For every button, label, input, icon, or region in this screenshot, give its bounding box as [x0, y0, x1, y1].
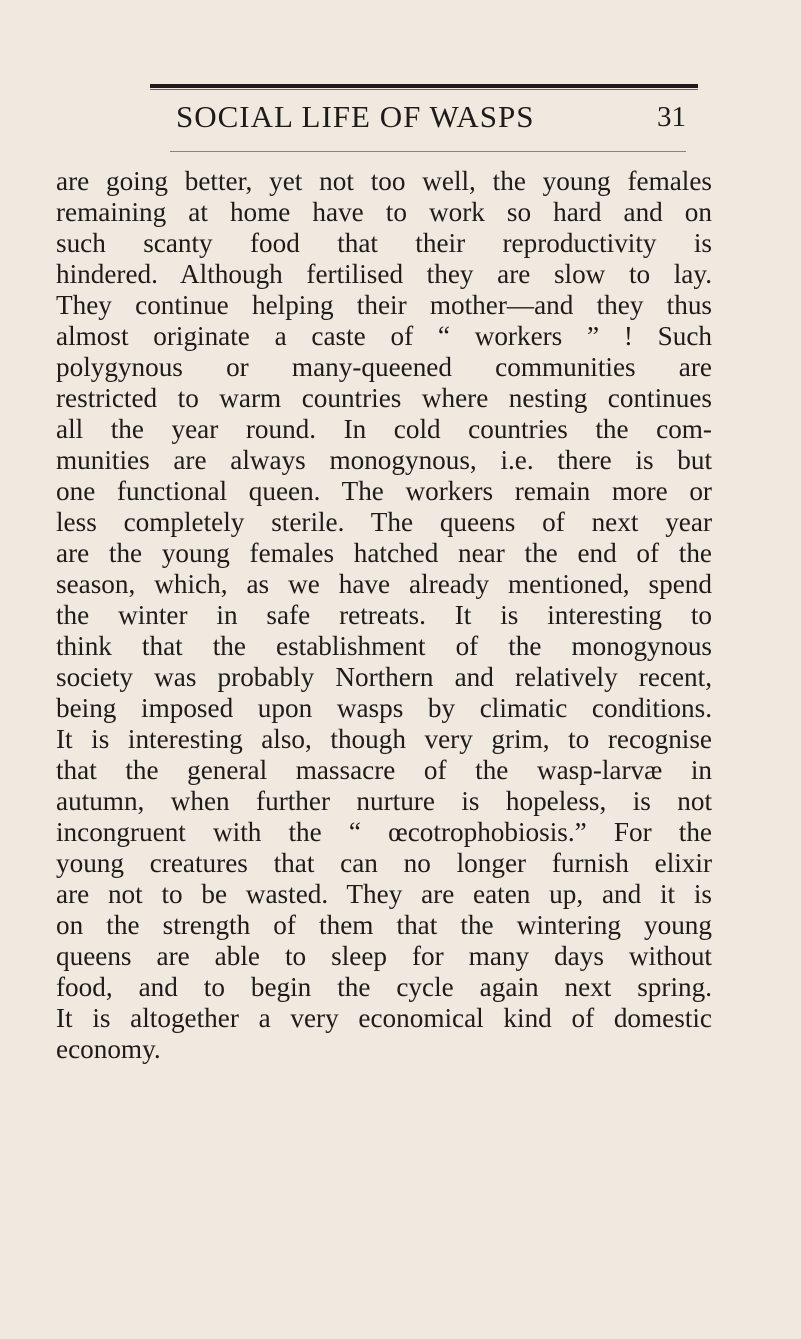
text-line: on the strength of them that the wintering young — [56, 910, 712, 940]
body-paragraph — [56, 166, 712, 1065]
text-line: are the young females hatched near the end of the — [56, 538, 712, 568]
text-line: They continue helping their mother—and they thus — [56, 290, 712, 320]
text-line: that the general massacre of the wasp-larvæ in — [56, 755, 712, 785]
text-line: the winter in safe retreats. It is interesting to — [56, 600, 712, 630]
text-line: autumn, when further nurture is hopeless, is not — [56, 786, 712, 816]
text-line: think that the establishment of the monogynous — [56, 631, 712, 661]
text-line: one functional queen. The workers remain more or — [56, 476, 712, 506]
running-title: SOCIAL LIFE OF WASPS — [176, 99, 535, 134]
text-line: less completely sterile. The queens of next year — [56, 507, 712, 537]
text-line: queens are able to sleep for many days without — [56, 941, 712, 971]
text-line: economy. — [56, 1034, 161, 1064]
running-head — [176, 99, 696, 143]
text-line: young creatures that can no longer furnish elixir — [56, 848, 712, 878]
text-line: are not to be wasted. They are eaten up, and it is — [56, 879, 712, 909]
text-line: It is interesting also, though very grim, to recognise — [56, 724, 712, 754]
text-line: munities are always monogynous, i.e. there is but — [56, 445, 712, 475]
text-line: season, which, as we have already mentioned, spend — [56, 569, 712, 599]
text-line: being imposed upon wasps by climatic conditions. — [56, 693, 712, 723]
text-line: almost originate a caste of “ workers ” ! Such — [56, 321, 712, 351]
text-line: such scanty food that their reproductivity is — [56, 228, 712, 258]
text-line: society was probably Northern and relatively recent, — [56, 662, 712, 692]
text-line: remaining at home have to work so hard and on — [56, 197, 712, 227]
text-line: polygynous or many-queened communities are — [56, 352, 712, 382]
top-rule — [150, 84, 698, 88]
text-line: incongruent with the “ œcotrophobiosis.” For the — [56, 817, 712, 847]
text-line: It is altogether a very economical kind of domestic — [56, 1003, 712, 1033]
text-line: restricted to warm countries where nesting continues — [56, 383, 712, 413]
text-line: food, and to begin the cycle again next spring. — [56, 972, 712, 1002]
page-number: 31 — [657, 101, 686, 133]
text-line: all the year round. In cold countries the com- — [56, 414, 712, 444]
text-line: are going better, yet not too well, the young females — [56, 166, 712, 196]
text-line: hindered. Although fertilised they are slow to lay. — [56, 259, 712, 289]
head-rule — [170, 151, 686, 152]
